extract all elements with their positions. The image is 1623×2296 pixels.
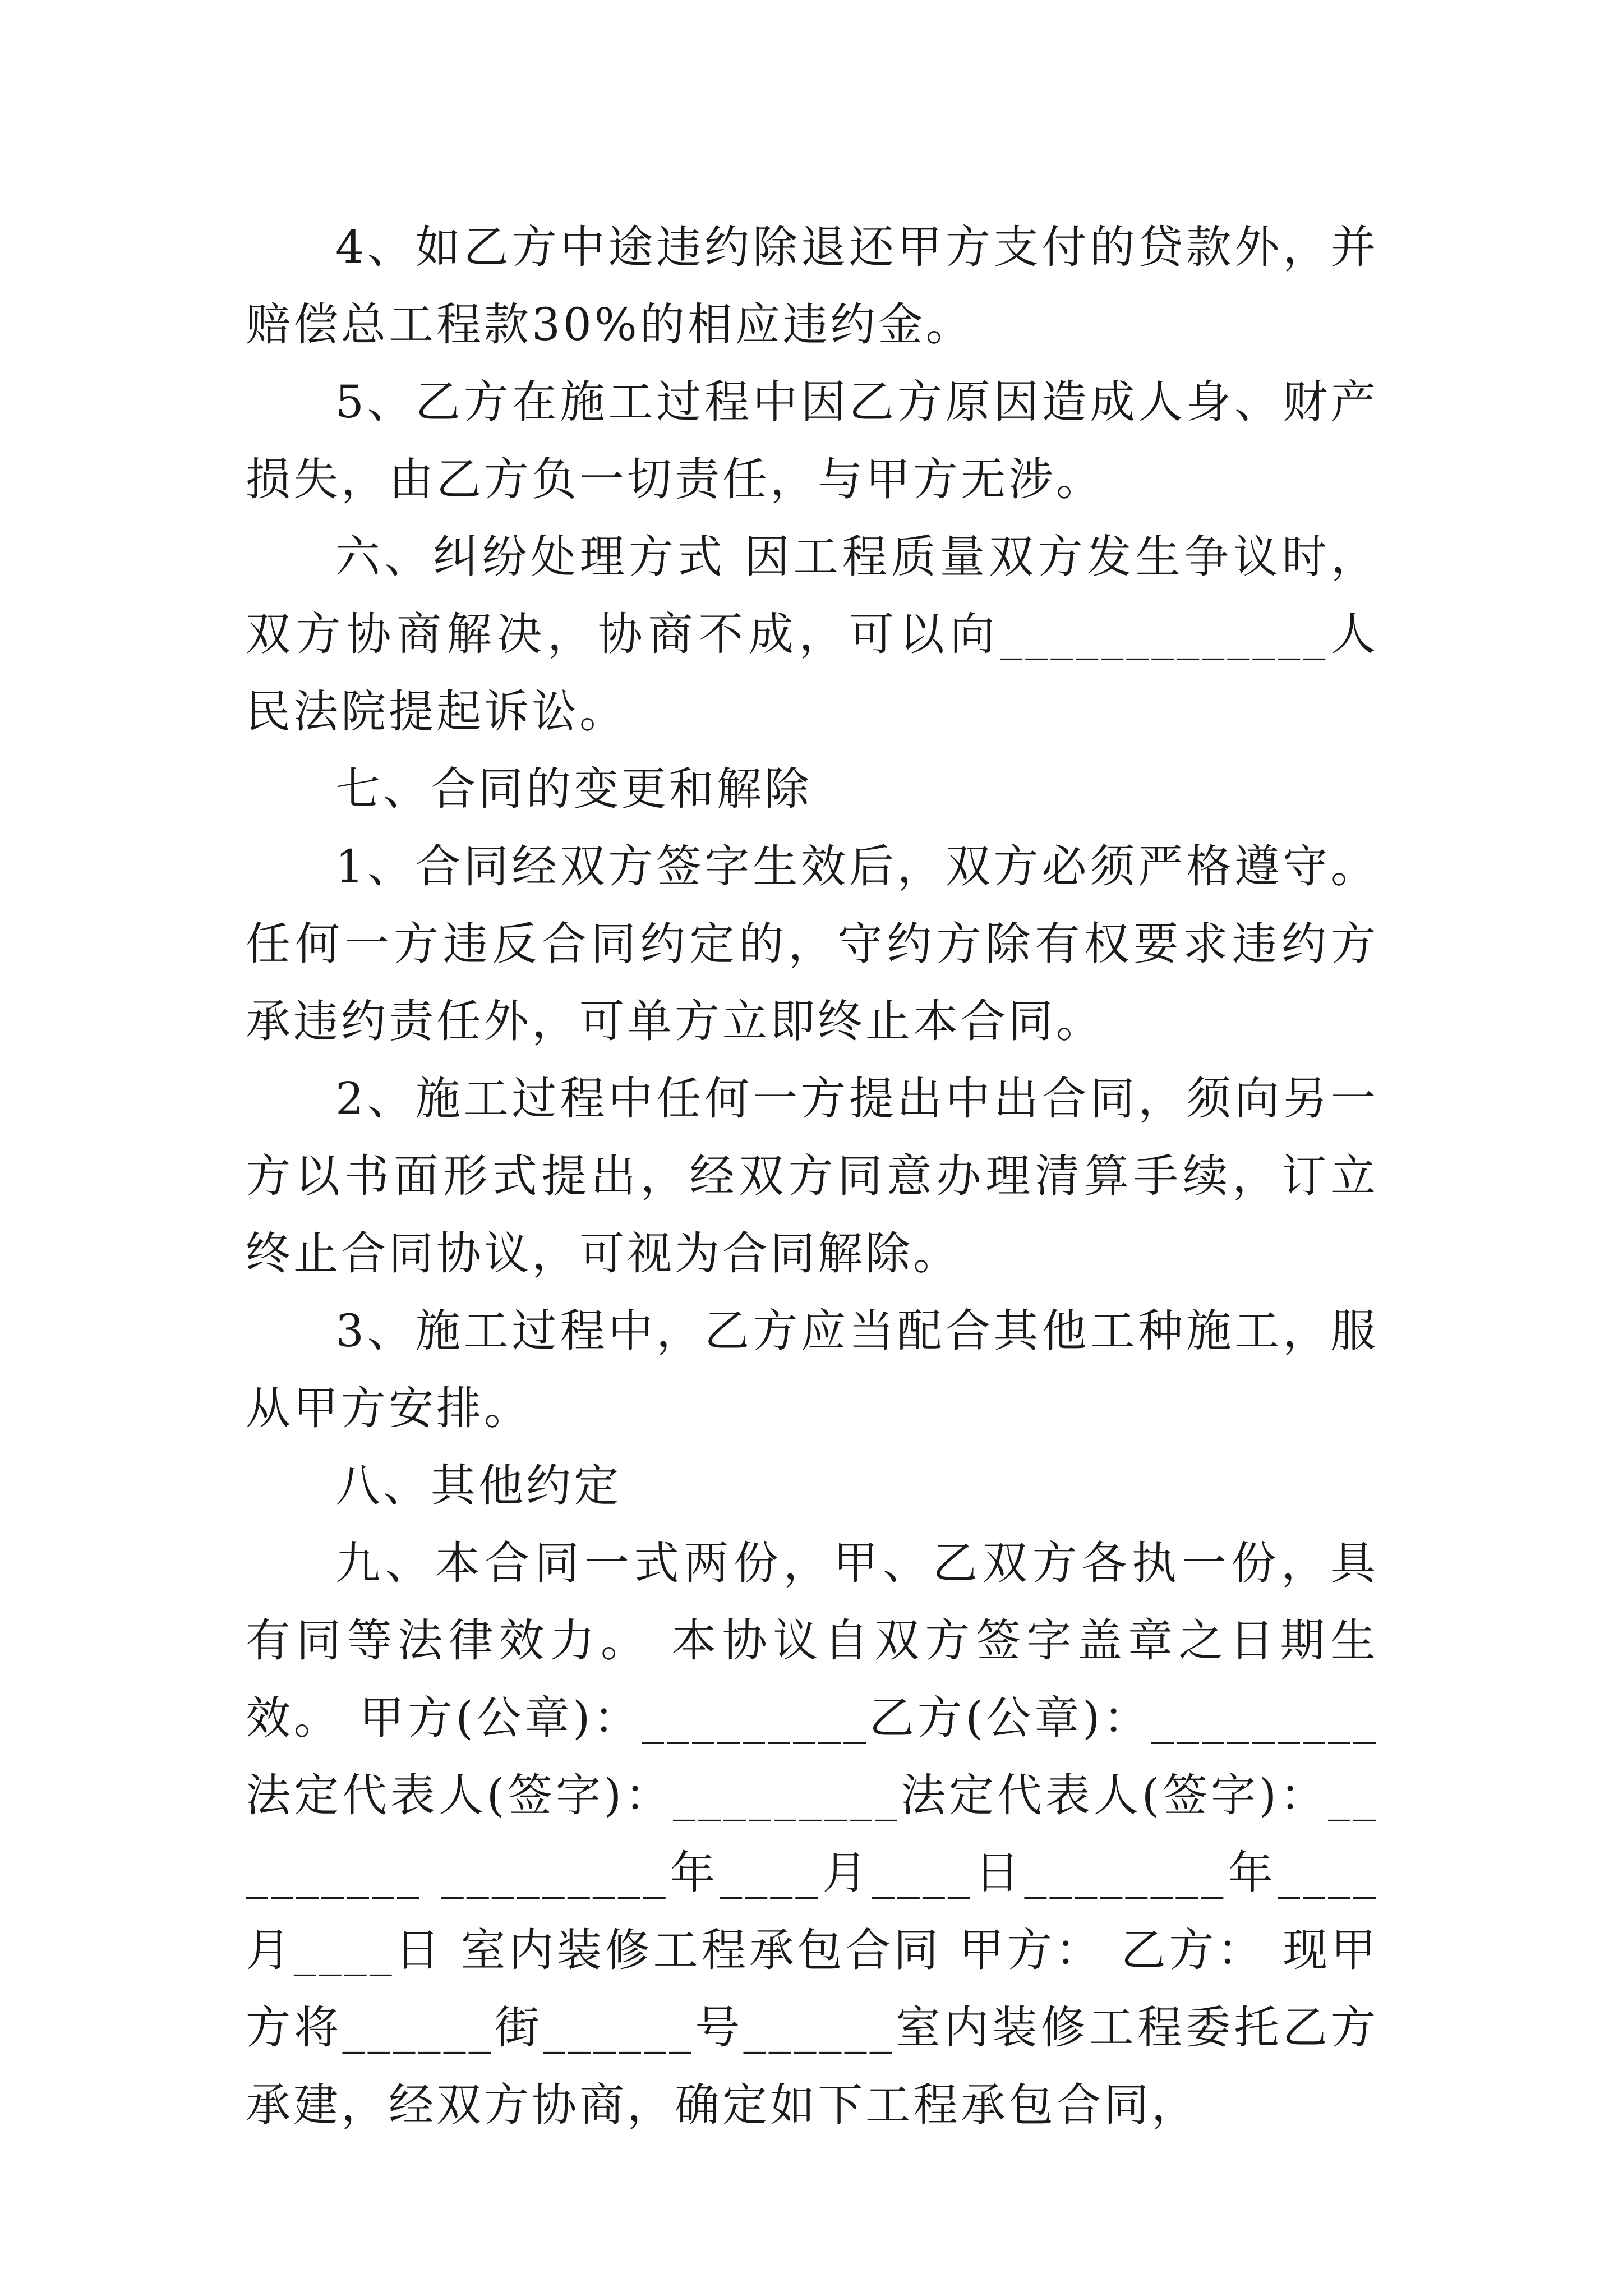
section-heading-other-agreements: 八、其他约定 (335, 1460, 621, 1512)
paragraph-dispute-resolution: 六、纠纷处理方式 因工程质量双方发生争议时，双方协商解决，协商不成，可以向_____________人民法院提起诉讼。 (246, 531, 1378, 738)
section-heading-contract-changes: 七、合同的变更和解除 (335, 763, 812, 815)
document-body (246, 209, 1396, 2144)
paragraph-clause-5: 5、乙方在施工过程中因乙方原因造成人身、财产损失，由乙方负一切责任，与甲方无涉。 (246, 376, 1378, 505)
paragraph-copies-and-signatures: 九、本合同一式两份，甲、乙双方各执一份，具有同等法律效力。 本协议自双方签字盖章之日期生效。 甲方(公章)：_________乙方(公章)：_________ 法定代表人(签字)：_________法定代表人(签字)：_________ _________年____月____日________年____月____日 室内装修工程承包合同 甲方： 乙方： 现甲方将______街______号______室内装修工程委托乙方承建，经双方协商，确定如下工程承包合同， (246, 1537, 1396, 2131)
paragraph-change-clause-3: 3、施工过程中，乙方应当配合其他工种施工，服从甲方安排。 (246, 1305, 1378, 1434)
paragraph-clause-4: 4、如乙方中途违约除退还甲方支付的贷款外，并赔偿总工程款30%的相应违约金。 (246, 221, 1378, 351)
paragraph-change-clause-2: 2、施工过程中任何一方提出中出合同，须向另一方以书面形式提出，经双方同意办理清算手续，订立终止合同协议，可视为合同解除。 (246, 1073, 1378, 1280)
paragraph-change-clause-1: 1、合同经双方签字生效后，双方必须严格遵守。任何一方违反合同约定的，守约方除有权要求违约方承违约责任外，可单方立即终止本合同。 (246, 840, 1378, 1047)
